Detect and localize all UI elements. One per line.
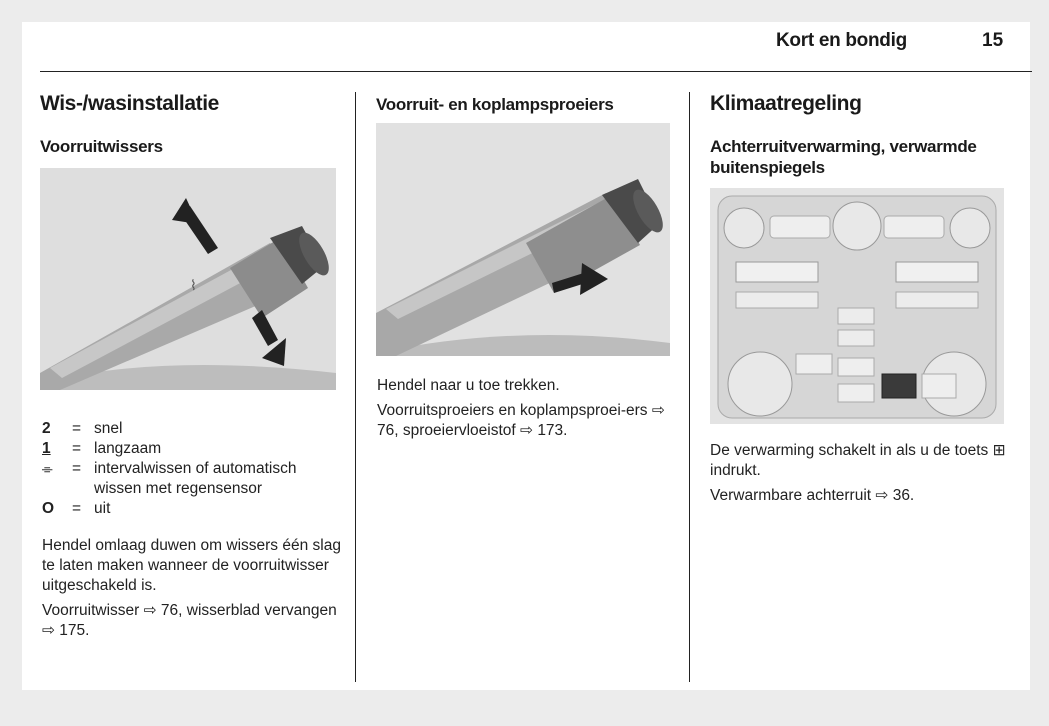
legend-value: uit	[94, 500, 111, 517]
col1-body	[42, 536, 342, 646]
svg-text:⌇: ⌇	[190, 278, 197, 294]
legend-equals: =	[72, 420, 82, 437]
cross-reference: Voorruitsproeiers en koplampsproei-ers ⇨ 76, sproeiervloeistof ⇨ 173.	[377, 402, 665, 439]
legend-value: langzaam	[94, 440, 162, 457]
legend-value: intervalwissen of automatisch wissen met regensensor	[94, 460, 297, 497]
cross-reference: Voorruitwisser ⇨ 76, wisserblad vervangen ⇨ 175.	[42, 602, 337, 639]
legend-row	[42, 439, 339, 459]
climate-control-panel-illustration	[710, 188, 1004, 424]
column-divider-2	[689, 92, 690, 682]
paragraph: Hendel omlaag duwen om wissers één slag te laten maken wanneer de voorruitwisser uitgeschakeld is.	[42, 537, 341, 594]
page-number: 15	[982, 30, 1004, 51]
paragraph: Hendel naar u toe trekken.	[377, 377, 560, 394]
legend-key: 2	[42, 420, 51, 437]
column-divider-1	[355, 92, 356, 682]
col3-body	[710, 441, 1010, 511]
legend-equals: =	[72, 500, 82, 517]
section-heading-washers: Voorruit- en koplampsproeiers	[376, 95, 614, 114]
section-heading-wiper: Wis-/wasinstallatie	[40, 92, 219, 115]
wiper-speed-legend	[42, 419, 339, 519]
legend-row	[42, 459, 339, 499]
paragraph: De verwarming schakelt in als u de toets ⊞ indrukt.	[710, 442, 1006, 479]
header-rule	[40, 71, 1032, 72]
subheading-rear-window-heating: Achterruitverwarming, verwarmde buitenspiegels	[710, 137, 977, 177]
legend-row	[42, 419, 339, 439]
cross-reference: Verwarmbare achterruit ⇨ 36.	[710, 487, 915, 504]
washer-stalk-illustration	[376, 123, 670, 356]
legend-equals: =	[72, 440, 82, 457]
legend-value: snel	[94, 420, 123, 437]
running-header-title: Kort en bondig	[776, 30, 907, 51]
wiper-stalk-illustration	[40, 168, 336, 390]
col2-body	[377, 376, 675, 446]
legend-key: O	[42, 500, 55, 517]
section-heading-climate: Klimaatregeling	[710, 92, 862, 115]
subheading-windscreen-wipers: Voorruitwissers	[40, 137, 163, 156]
legend-key: 1	[42, 440, 51, 457]
legend-row	[42, 499, 339, 519]
interval-wipe-icon: ⌯	[42, 461, 53, 476]
legend-equals: =	[72, 460, 82, 477]
